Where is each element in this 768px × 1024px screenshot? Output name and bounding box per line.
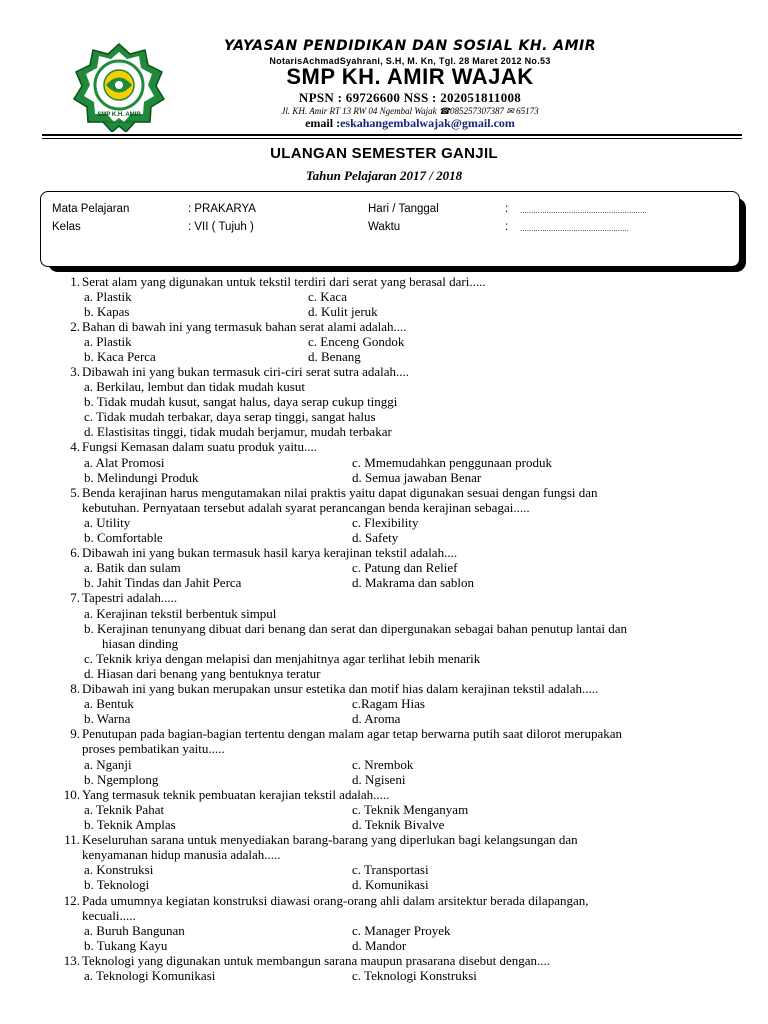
question-text-cont: kenyamanan hidup manusia adalah..... [82,847,281,862]
option[interactable]: a. Plastik [84,334,132,349]
question-number: 13. [63,953,80,968]
address-line: Jl. KH. Amir RT 13 RW 04 Ngembal Wajak ☎085257307387 ✉ 65173 [281,106,539,116]
option[interactable]: d. Safety [352,530,399,545]
notary-line: NotarisAchmadSyahrani, S.H, M. Kn, Tgl. 28 Maret 2012 No.53 [269,56,551,66]
npsn-line: NPSN : 69726600 NSS : 202051811008 [298,90,522,105]
question-text-cont: proses pembatikan yaitu..... [82,741,225,756]
svg-text:WAJAK MALANG: WAJAK MALANG [103,119,135,124]
svg-text:SMP K.H. AMIR: SMP K.H. AMIR [97,112,141,118]
option[interactable]: d. Benang [308,349,361,364]
option[interactable]: b. Kaca Perca [84,349,156,364]
option[interactable]: c. Kaca [308,289,347,304]
question-text: Dibawah ini yang bukan merupakan unsur estetika dan motif hias dalam kerajinan tekstil adalah..... [82,681,599,696]
question-text: Dibawah ini yang bukan termasuk ciri-ciri serat sutra adalah.... [82,364,410,379]
question-text: Keseluruhan sarana untuk menyediakan barang-barang yang diperlukan bagi kelangsungan dan [82,832,578,847]
option[interactable]: c. Tidak mudah terbakar, daya serap tinggi, sangat halus [84,409,376,424]
option[interactable]: a. Teknologi Komunikasi [84,968,216,983]
option[interactable]: a. Batik dan sulam [84,560,181,575]
question-text: Fungsi Kemasan dalam suatu produk yaitu.... [82,439,318,454]
question-text: Penutupan pada bagian-bagian tertentu dengan malam agar tetap berwarna putih saat dilorot merupakan [82,726,623,741]
option[interactable]: a. Berkilau, lembut dan tidak mudah kusut [84,379,305,394]
option[interactable]: b. Melindungi Produk [84,470,199,485]
option[interactable]: b. Ngemplong [84,772,159,787]
option[interactable]: c. Nrembok [352,757,414,772]
question-number: 8. [70,681,80,696]
foundation-name: YAYASAN PENDIDIKAN DAN SOSIAL KH. AMIR [223,38,597,54]
question-number: 9. [70,726,80,741]
question-text: Teknologi yang digunakan untuk membangun sarana maupun prasarana disebut dengan.... [82,953,551,968]
exam-title: ULANGAN SEMESTER GANJIL [270,145,498,162]
question-number: 2. [70,319,80,334]
class-value: : VII ( Tujuh ) [188,221,254,233]
option[interactable]: d. Makrama dan sablon [352,575,475,590]
option[interactable]: a. Nganji [84,757,132,772]
question-text: Dibawah ini yang bukan termasuk hasil karya kerajinan tekstil adalah.... [82,545,458,560]
email-address[interactable]: eskahangembalwajak@gmail.com [340,116,515,130]
question-text: Benda kerajinan harus mengutamakan nilai praktis yaitu dapat digunakan sesuai dengan fungsi dan [82,485,598,500]
option[interactable]: c. Teknologi Konstruksi [352,968,477,983]
option[interactable]: b. Teknik Amplas [84,817,176,832]
option[interactable]: a. Buruh Bangunan [84,923,185,938]
option[interactable]: b. Warna [84,711,131,726]
option[interactable]: c. Manager Proyek [352,923,451,938]
option[interactable]: b. Teknologi [84,877,150,892]
option[interactable]: b. Comfortable [84,530,163,545]
time-label: Waktu [368,221,401,233]
option[interactable]: c. Transportasi [352,862,429,877]
question-text: Bahan di bawah ini yang termasuk bahan serat alami adalah.... [82,319,407,334]
option[interactable]: c. Mmemudahkan penggunaan produk [352,455,553,470]
school-name: SMP KH. AMIR WAJAK [286,64,534,89]
option[interactable]: d. Komunikasi [352,877,429,892]
option[interactable]: a. Alat Promosi [84,455,165,470]
question-text: Serat alam yang digunakan untuk tekstil terdiri dari serat yang berasal dari..... [82,274,486,289]
question-number: 7. [70,590,80,605]
question-number: 6. [70,545,80,560]
option[interactable]: a. Konstruksi [84,862,154,877]
option[interactable]: b. Kerajinan tenunyang dibuat dari benang dan serat dan dipergunakan sebagai bahan penutup lantai dan [84,621,628,636]
option[interactable]: a. Teknik Pahat [84,802,165,817]
option[interactable]: c. Enceng Gondok [308,334,405,349]
time-fill-line[interactable]: ................................................. [520,224,629,233]
option[interactable]: d. Aroma [352,711,401,726]
option[interactable]: d. Hiasan dari benang yang bentuknya teratur [84,666,321,681]
option[interactable]: d. Mandor [352,938,407,953]
option[interactable]: d. Kulit jeruk [308,304,378,319]
option[interactable]: a. Kerajinan tekstil berbentuk simpul [84,606,277,621]
option[interactable]: b. Kapas [84,304,130,319]
option[interactable]: b. Jahit Tindas dan Jahit Perca [84,575,242,590]
option[interactable]: d. Semua jawaban Benar [352,470,482,485]
question-text: Pada umumnya kegiatan konstruksi diawasi orang-orang ahli dalam arsitektur berada dilapangan, [82,893,589,908]
option[interactable]: c. Teknik kriya dengan melapisi dan menjahitnya agar terlihat lebih menarik [84,651,481,666]
option[interactable]: a. Bentuk [84,696,134,711]
exam-year: Tahun Pelajaran 2017 / 2018 [305,168,463,183]
question-number: 12. [63,893,80,908]
option[interactable]: b. Tidak mudah kusut, sangat halus, daya serap cukup tinggi [84,394,398,409]
day-fill-line[interactable]: ......................................................... [520,206,647,215]
option[interactable]: c. Flexibility [352,515,419,530]
option-cont: hiasan dinding [102,636,179,651]
day-label: Hari / Tanggal [368,203,439,215]
subject-value: : PRAKARYA [188,203,256,215]
option[interactable]: b. Tukang Kayu [84,938,168,953]
subject-label: Mata Pelajaran [52,203,130,215]
option[interactable]: d. Ngiseni [352,772,406,787]
option[interactable]: d. Elastisitas tinggi, tidak mudah berjamur, mudah terbakar [84,424,392,439]
option[interactable]: c.Ragam Hias [352,696,425,711]
day-colon: : [505,203,509,215]
option[interactable]: a. Utility [84,515,131,530]
option[interactable]: c. Teknik Menganyam [352,802,469,817]
question-text: Yang termasuk teknik pembuatan kerajian tekstil adalah..... [82,787,390,802]
question-number: 5. [70,485,80,500]
class-label: Kelas [52,221,81,233]
question-number: 1. [70,274,80,289]
question-number: 4. [70,439,80,454]
question-number: 10. [63,787,80,802]
question-number: 11. [64,832,80,847]
option[interactable]: a. Plastik [84,289,132,304]
option[interactable]: c. Patung dan Relief [352,560,458,575]
time-colon: : [505,221,509,233]
question-text-cont: kecuali..... [82,908,136,923]
question-number: 3. [70,364,80,379]
question-text-cont: kebutuhan. Pernyataan tersebut adalah syarat perancangan benda kerajinan sebagai..... [82,500,530,515]
question-text: Tapestri adalah..... [82,590,178,605]
email-label: email : [305,116,341,130]
option[interactable]: d. Teknik Bivalve [352,817,445,832]
